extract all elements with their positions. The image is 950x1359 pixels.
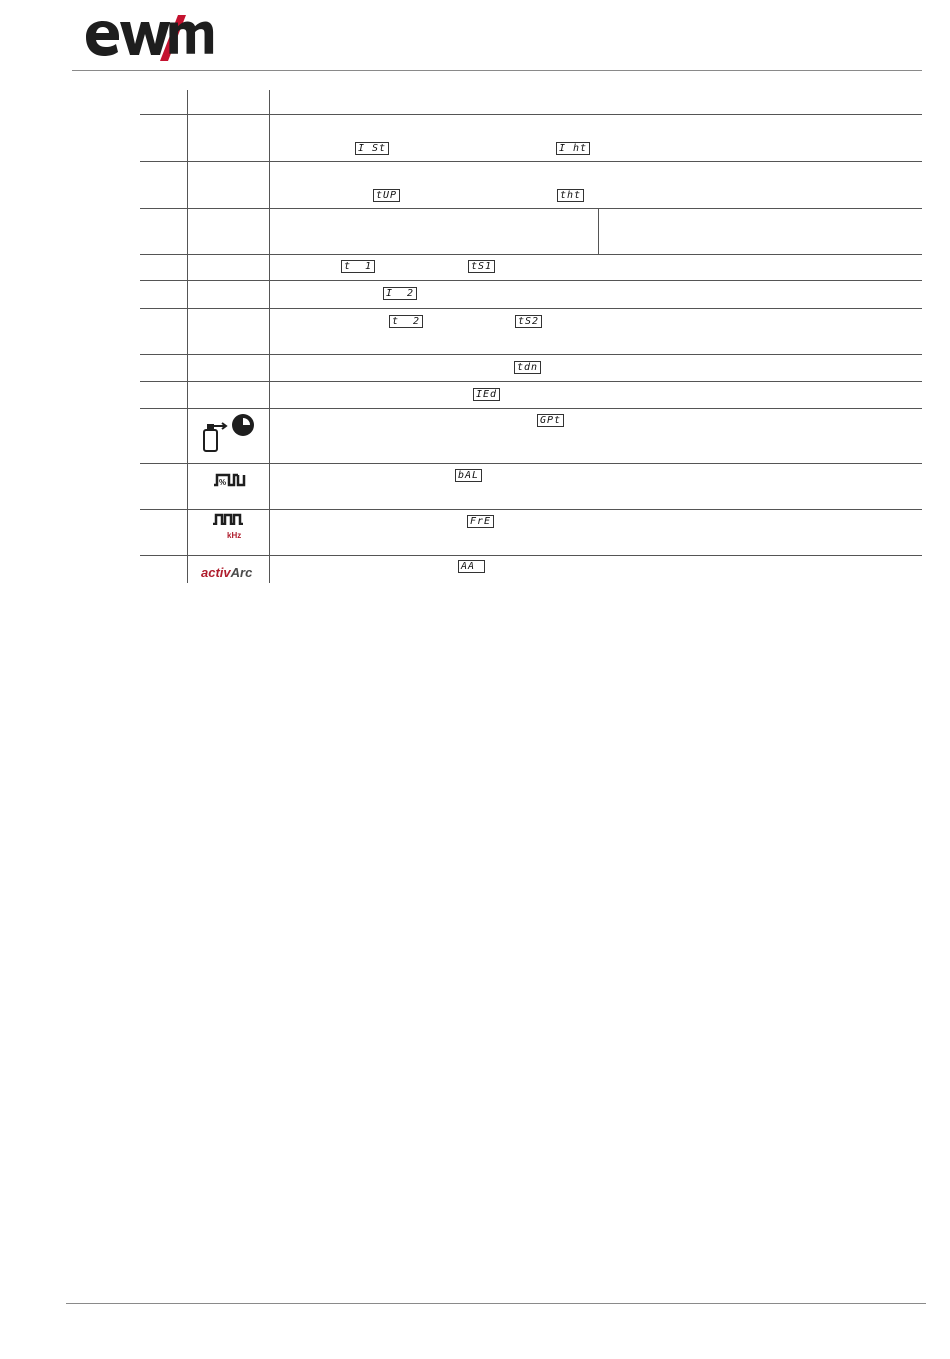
activarc-logo: activArc: [201, 565, 253, 580]
display-code: I 2: [383, 287, 417, 300]
table-row: [140, 408, 922, 463]
table-row: [140, 208, 922, 254]
display-code: tUP: [373, 189, 400, 202]
display-code: tS2: [515, 315, 542, 328]
display-code: I ht: [556, 142, 590, 155]
header-rule: [72, 70, 922, 71]
display-code: GPt: [537, 414, 564, 427]
display-code: t 1: [341, 260, 375, 273]
display-code: IEd: [473, 388, 500, 401]
pulse-balance-percent-icon: [212, 471, 246, 489]
display-code: FrE: [467, 515, 494, 528]
table-row: [140, 161, 922, 208]
table-row: [140, 463, 922, 509]
table-row: [140, 114, 922, 161]
footer-rule: [66, 1303, 926, 1304]
parameter-table: [140, 90, 922, 583]
table-row: [140, 381, 922, 408]
display-code: tht: [557, 189, 584, 202]
display-code: AA: [458, 560, 485, 573]
table-row: [140, 509, 922, 555]
display-code: bAL: [455, 469, 482, 482]
table-row: [140, 354, 922, 381]
pulse-frequency-khz-icon: [212, 513, 244, 525]
table-row: [140, 254, 922, 280]
ewm-logo: [82, 12, 214, 62]
display-code: I St: [355, 142, 389, 155]
display-code: tdn: [514, 361, 541, 374]
table-row: [140, 308, 922, 354]
khz-label: kHz: [227, 531, 242, 540]
svg-text:%: %: [219, 478, 227, 487]
table-row: [140, 555, 922, 583]
display-code: tS1: [468, 260, 495, 273]
display-code: t 2: [389, 315, 423, 328]
table-row: [140, 280, 922, 308]
gas-post-flow-icon: [202, 412, 256, 454]
